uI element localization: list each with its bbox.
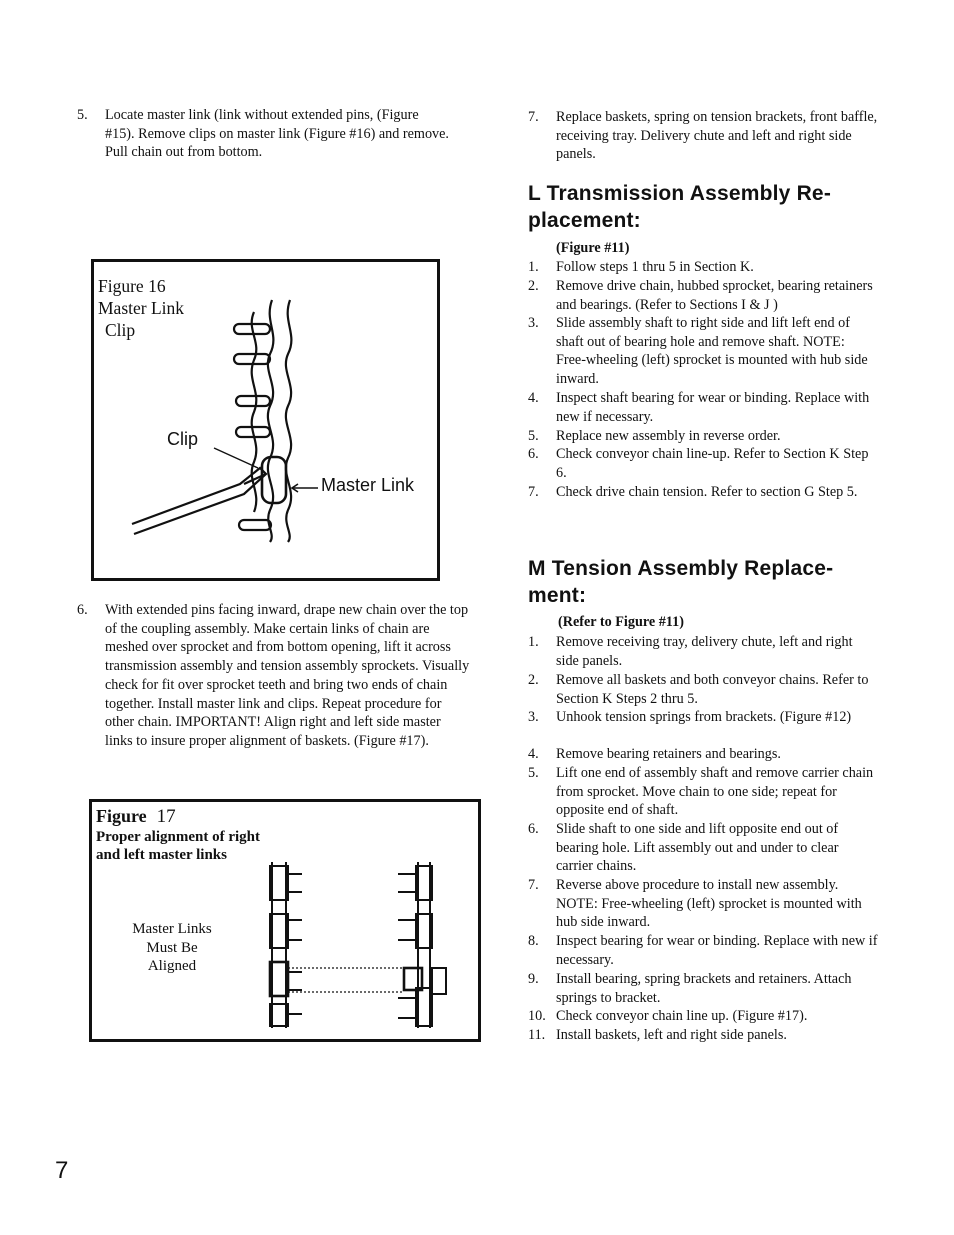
section-m-step-6 [528,820,878,876]
step-number: 3. [528,709,539,725]
figure-17-subtitle-line2: and left master links [96,847,227,863]
step-5-locate-master-link [77,106,472,162]
step-number: 4. [528,390,539,406]
section-l-step-2 [528,277,878,314]
step-number: 7. [528,484,539,500]
figure-17 [89,799,481,1042]
section-m-heading-line2: ment: [528,584,587,607]
step-text: Remove drive chain, hubbed sprocket, bearing retainers and bearings. (Refer to Sections I & J ) [556,278,873,313]
step-number: 3. [528,315,539,331]
figure-16-title: Figure 16 [98,276,166,296]
section-l-heading-line2: placement: [528,209,641,232]
step-text: Reverse above procedure to install new assembly. NOTE: Free-wheeling (left) sprocket is mounted with hub side inward. [556,877,862,931]
figure-16 [91,259,440,581]
section-l-step-1 [528,258,878,277]
section-m-step-7 [528,876,878,932]
step-number: 10. [528,1008,546,1024]
note-line-2: Must Be [146,939,198,956]
page-number: 7 [55,1157,69,1184]
step-text: With extended pins facing inward, drape new chain over the top of the coupling assembly. Make certain links of chain are meshed over sprocket and from bottom opening, lift it across transmission assembly and tension assembly sprockets. Visually check for fit over sprocket teeth and bring two ends of chain together. Install master link and clips. Repeat procedure for other chain. IMPORTANT! Align right and left side master links to insure proper alignment of baskets. (Figure #17). [105,602,470,749]
section-l-step-4 [528,389,878,426]
section-m-step-2 [528,671,878,708]
step-text: Check drive chain tension. Refer to section G Step 5. [556,484,858,500]
section-l-step-3 [528,314,878,389]
section-m-step-10 [528,1007,878,1026]
step-text: Slide shaft to one side and lift opposite end out of bearing hole. Lift assembly out and under to clear carrier chains. [556,821,839,875]
step-text: Install bearing, spring brackets and retainers. Attach springs to bracket. [556,971,852,1006]
note-line-3: Aligned [147,958,197,974]
step-text: Unhook tension springs from brackets. (Figure #12) [556,709,852,725]
step-number: 7. [528,109,539,125]
step-text: Remove bearing retainers and bearings. [556,746,781,762]
step-text: Check conveyor chain line-up. Refer to Section K Step 6. [556,446,869,481]
section-l-step-5 [528,427,878,446]
figure-16-subtitle-clip: Clip [105,320,136,340]
step-number: 5. [528,428,539,444]
step-6-drape-new-chain [77,601,472,751]
chain-master-link-illustration [94,262,437,578]
step-number: 2. [528,278,539,294]
step-number: 5. [77,107,88,123]
section-m-step-3 [528,708,878,727]
section-l-heading-line1: L Transmission Assembly Re- [528,182,832,205]
section-m-step-5 [528,764,878,820]
step-text: Remove all baskets and both conveyor chains. Refer to Section K Steps 2 thru 5. [556,672,869,707]
section-m-step-9 [528,970,878,1007]
figure-16-subtitle: Master Link [98,298,185,318]
section-m-heading [528,555,833,609]
section-m-step-11 [528,1026,878,1045]
section-m-step-8 [528,932,878,969]
step-text: Replace new assembly in reverse order. [556,428,781,444]
section-l-step-7 [528,483,878,502]
step-text: Replace baskets, spring on tension brackets, front baffle, receiving tray. Delivery chute and left and right side panels. [556,109,878,163]
section-l-figure-ref: (Figure #11) [556,240,630,256]
section-l-step-6 [528,445,878,482]
step-text: Lift one end of assembly shaft and remove carrier chain from sprocket. Move chain to one side; repeat for opposite end of shaft. [556,765,874,819]
figure-17-title-word: Figure [96,806,147,826]
step-number: 2. [528,672,539,688]
note-line-1: Master Links [132,921,212,937]
figure-17-title-number: 17 [156,806,176,827]
section-m-step-1 [528,633,878,670]
step-text: Remove receiving tray, delivery chute, left and right side panels. [556,634,853,669]
step-text: Follow steps 1 thru 5 in Section K. [556,259,754,275]
section-m-figure-ref: (Refer to Figure #11) [558,614,684,630]
step-number: 8. [528,933,539,949]
step-text: Check conveyor chain line up. (Figure #17). [556,1008,808,1024]
step-text: Inspect bearing for wear or binding. Replace with new if necessary. [556,933,878,968]
step-text: Locate master link (link without extended pins, (Figure #15). Remove clips on master link (Figure #16) and remove. Pull chain out from bottom. [105,107,449,161]
step-number: 9. [528,971,539,987]
step-number: 11. [528,1027,546,1043]
step-7-replace-baskets [528,108,878,164]
figure-17-subtitle-line1: Proper alignment of right [96,829,261,845]
chain-alignment-illustration [92,802,478,1039]
step-number: 7. [528,877,539,893]
step-text: Slide assembly shaft to right side and lift left end of shaft out of bearing hole and remove shaft. NOTE: Free-wheeling (left) sprocket is mounted with hub side inward. [556,315,868,388]
step-text: Install baskets, left and right side panels. [556,1027,787,1043]
step-number: 1. [528,634,539,650]
section-m-heading-line1: M Tension Assembly Replace- [528,557,834,580]
clip-label: Clip [167,429,199,449]
step-number: 6. [528,446,539,462]
section-l-heading [528,180,831,234]
step-number: 1. [528,259,539,275]
master-link-label: Master Link [321,475,415,495]
step-number: 5. [528,765,539,781]
step-number: 6. [528,821,539,837]
step-number: 4. [528,746,539,762]
section-m-step-4 [528,745,878,764]
step-number: 6. [77,602,88,618]
step-text: Inspect shaft bearing for wear or binding. Replace with new if necessary. [556,390,870,425]
